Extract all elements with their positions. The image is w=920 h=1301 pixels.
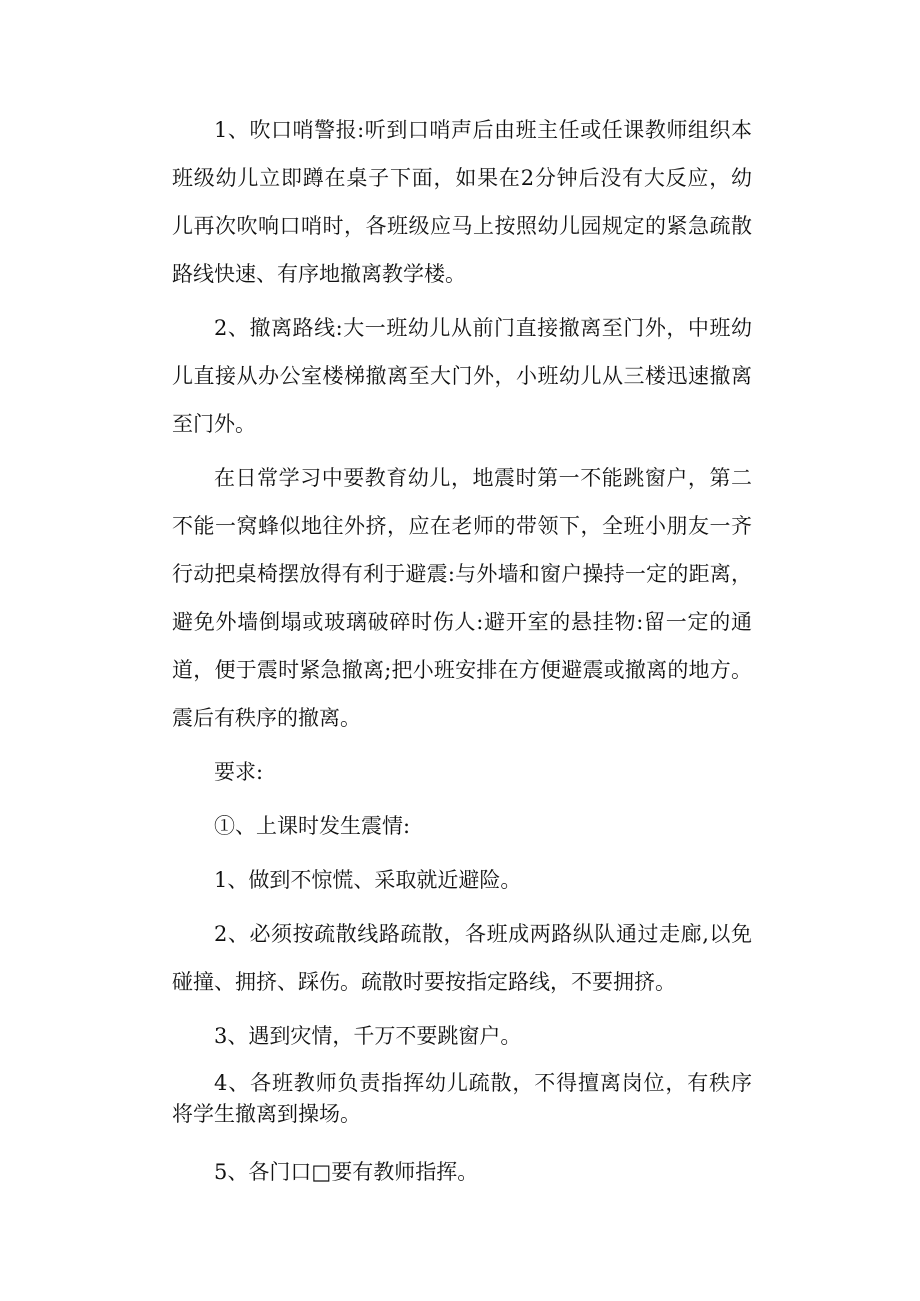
paragraph-requirements-heading: 要求: [214,760,264,784]
paragraph-daily-education: 在日常学习中要教育幼儿，地震时第一不能跳窗户，第二不能一窝蜂似地往外挤，应在老师的带领下，全班小朋友一齐行动把桌椅摆放得有利于避震:与外墙和窗户操持一定的距离，避免外墙倒塌或玻璃破碎时伤人:避开室的悬挂物:留一定的通道，便于震时紧急撤离;把小班安排在方便避震或撤离的地方。震后有秩序的撤离。 [172,466,752,730]
paragraph-class-time-earthquake: ①、上课时发生震情: [214,814,411,838]
paragraph-requirement-4: 4、各班教师负责指挥幼儿疏散，不得擅离岗位，有秩序将学生撤离到操场。 [172,1071,752,1126]
paragraph-requirement-3: 3、遇到灾情，千万不要跳窗户。 [214,1024,522,1048]
paragraph-evacuation-route: 2、撤离路线:大一班幼儿从前门直接撤离至门外，中班幼儿直接从办公室楼梯撤离至大门外，小班幼儿从三楼迅速撤离至门外。 [172,316,752,436]
document-body [172,106,752,1202]
paragraph-requirement-2: 2、必须按疏散线路疏散，各班成两路纵队通过走廊,以免碰撞、拥挤、踩伤。疏散时要按指定路线，不要拥挤。 [172,922,752,994]
paragraph-requirement-1: 1、做到不惊慌、采取就近避险。 [214,868,522,892]
paragraph-requirement-5: 5、各门口□要有教师指挥。 [214,1160,479,1184]
paragraph-whistle-alarm: 1、吹口哨警报:听到口哨声后由班主任或任课教师组织本班级幼儿立即蹲在桌子下面，如果在2分钟后没有大反应，幼儿再次吹响口哨时，各班级应马上按照幼儿园规定的紧急疏散路线快速、有序地撤离教学楼。 [172,118,752,286]
